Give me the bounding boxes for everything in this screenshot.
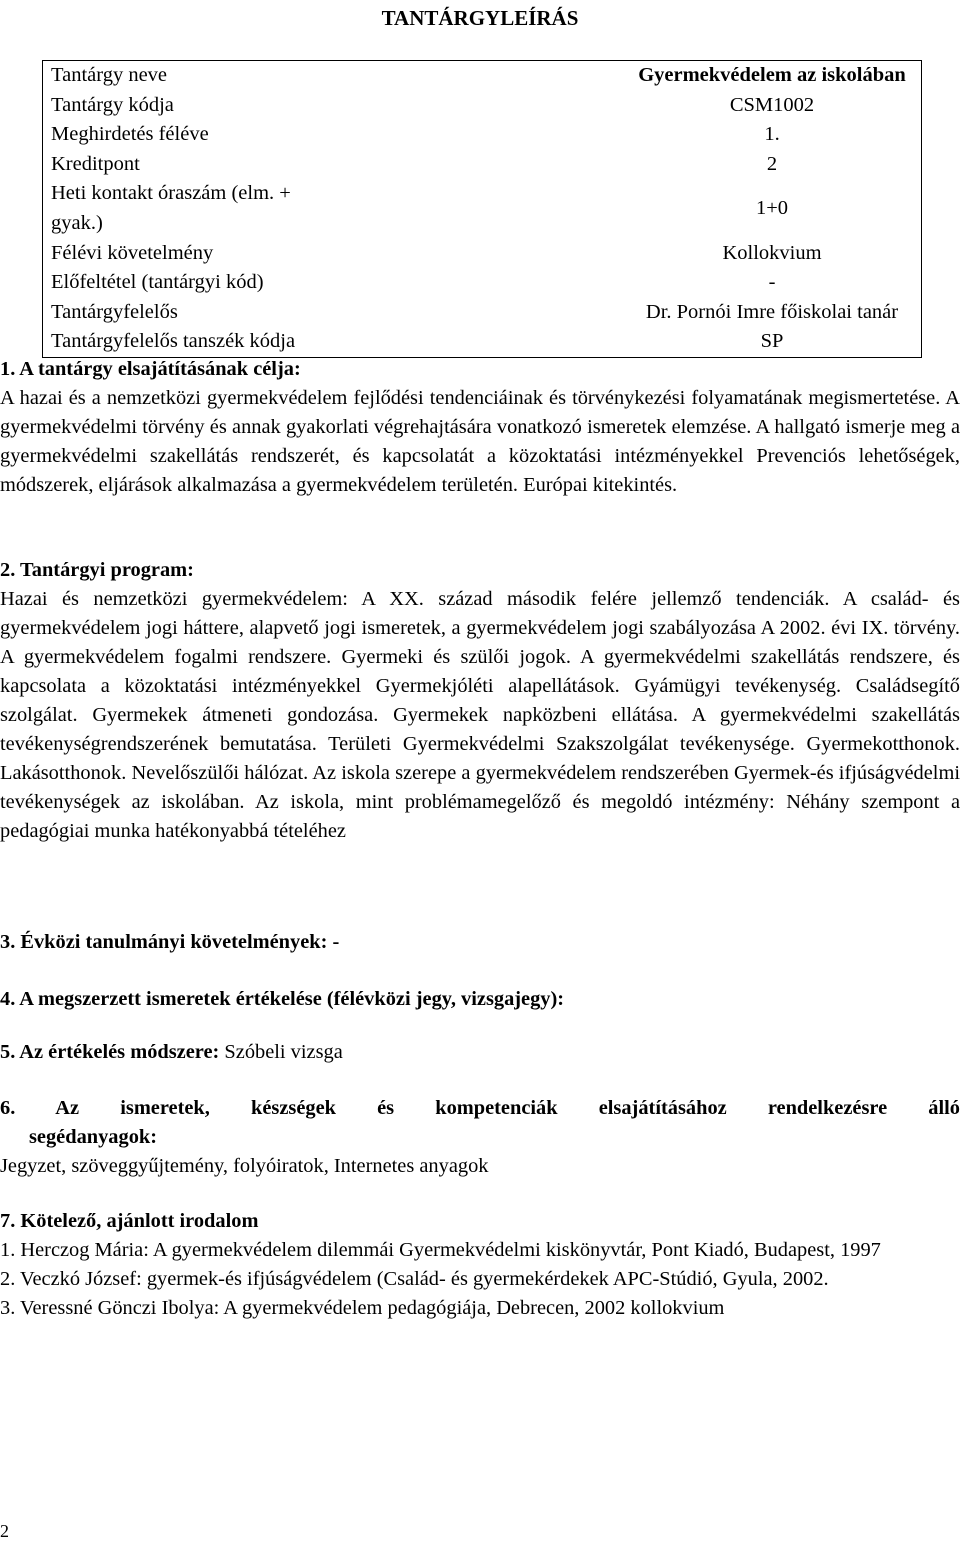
- row-value: -: [768, 271, 776, 294]
- table-row: [43, 120, 922, 150]
- section-evaluation-method: [0, 1038, 960, 1067]
- section-body: Szóbeli vizsga: [224, 1041, 343, 1063]
- section-course-goal: [0, 355, 960, 500]
- row-label: Kreditpont: [51, 152, 140, 175]
- section-body: Jegyzet, szöveggyűjtemény, folyóiratok, Internetes anyagok: [0, 1155, 489, 1177]
- table-row: [43, 150, 922, 180]
- row-label: Tantárgyfelelős tanszék kódja: [51, 330, 296, 353]
- section-heading: 5. Az értékelés módszere:: [0, 1041, 220, 1063]
- section-heading: 1. A tantárgy elsajátításának célja:: [0, 358, 301, 380]
- row-value: Dr. Pornói Imre főiskolai tanár: [645, 300, 899, 323]
- table-row: [43, 91, 922, 121]
- section-course-program: [0, 556, 960, 846]
- section-body: A hazai és a nemzetközi gyermekvédelem fejlődési tendenciáinak és törvénykezési folyamatának megismertetése. A gyermekvédelmi törvény és annak gyakorlati végrehajtására vonatkozó ismeretek elemzése. A hallgató ismerje meg a gyermekvédelmi szakellátás rendszerét, és kapcsolatát a közoktatási intézményekkel Prevenciós lehetőségek, módszerek, eljárások alkalmazása a gyermekvédelem területén. Európai kitekintés.: [0, 387, 960, 496]
- row-label: Tantárgy kódja: [51, 93, 174, 116]
- row-label: Előfeltétel (tantárgyi kód): [51, 271, 264, 294]
- row-value: 2: [766, 152, 778, 175]
- section-heading: 4. A megszerzett ismeretek értékelése (félévközi jegy, vizsgajegy):: [0, 988, 565, 1010]
- row-label: Félévi követelmény: [51, 241, 214, 264]
- row-value: 1+0: [755, 197, 789, 220]
- section-heading: 3. Évközi tanulmányi követelmények: -: [0, 931, 340, 953]
- section-heading: 2. Tantárgyi program:: [0, 559, 194, 581]
- row-value: CSM1002: [729, 93, 815, 116]
- course-info-table: [42, 60, 922, 358]
- row-label: Tantárgyfelelős: [51, 300, 178, 323]
- section-semester-requirements: [0, 928, 960, 957]
- table-row: [43, 268, 922, 298]
- section-heading-line2: segédanyagok:: [29, 1126, 158, 1148]
- list-item: 3. Veressné Gönczi Ibolya: A gyermekvédelem pedagógiája, Debrecen, 2002 kollokvium: [0, 1297, 725, 1319]
- row-value: Gyermekvédelem az iskolában: [638, 64, 906, 86]
- section-literature: [0, 1207, 960, 1323]
- row-label: Tantárgy neve: [51, 64, 168, 86]
- section-heading-line1: 6. Az ismeretek, készségek és kompetenciák elsajátításához rendelkezésre álló: [0, 1097, 960, 1119]
- section-evaluation: [0, 985, 960, 1014]
- row-value: SP: [760, 330, 784, 353]
- list-item: 2. Veczkó József: gyermek-és ifjúságvédelem (Család- és gyermekérdekek APC-Stúdió, Gyula, 2002.: [0, 1268, 829, 1290]
- row-label: Meghirdetés féléve: [51, 123, 209, 146]
- document-title: TANTÁRGYLEÍRÁS: [381, 6, 579, 30]
- row-value: Kollokvium: [722, 241, 822, 264]
- row-value: 1.: [764, 123, 780, 146]
- table-row: [43, 179, 922, 238]
- table-row: [43, 61, 922, 91]
- list-item: 1. Herczog Mária: A gyermekvédelem dilemmái Gyermekvédelmi kiskönyvtár, Pont Kiadó, Budapest, 1997: [0, 1239, 881, 1261]
- table-row: [43, 327, 922, 357]
- table-row: [43, 298, 922, 328]
- section-materials: [0, 1094, 960, 1181]
- section-body: Hazai és nemzetközi gyermekvédelem: A XX. század második felére jellemző tendenciák. A család- és gyermekvédelem jogi háttere, alapvető jogi ismeretek, a gyermekvédelem jogi szabályozása A 2002. évi IX. törvény. A gyermekvédelem fogalmi rendszere. Gyermeki és szülői jogok. A gyermekvédelmi szakellátás rendszere, és kapcsolata a közoktatási intézményekkel Gyermekjóléti alapellátások. Gyámügyi tevékenység. Családsegítő szolgálat. Gyermekek átmeneti gondozása. Gyermekek napközbeni ellátása. A gyermekvédelmi szakellátás tevékenységrendszerének bemutatása. Területi Gyermekvédelmi Szakszolgálat tevékenysége. Gyermekotthonok. Lakásotthonok. Nevelőszülői hálózat. Az iskola szerepe a gyermekvédelem rendszerében Gyermek-és ifjúságvédelmi tevékenységek az iskolában. Az iskola, mint problémamegelőző és megoldó intézmény: Néhány szempont a pedagógiai munka hatékonyabbá tételéhez: [0, 588, 960, 842]
- page-number: 2: [0, 1521, 9, 1541]
- table-row: [43, 239, 922, 269]
- row-label: Heti kontakt óraszám (elm. + gyak.): [51, 182, 291, 234]
- section-heading: 7. Kötelező, ajánlott irodalom: [0, 1210, 259, 1232]
